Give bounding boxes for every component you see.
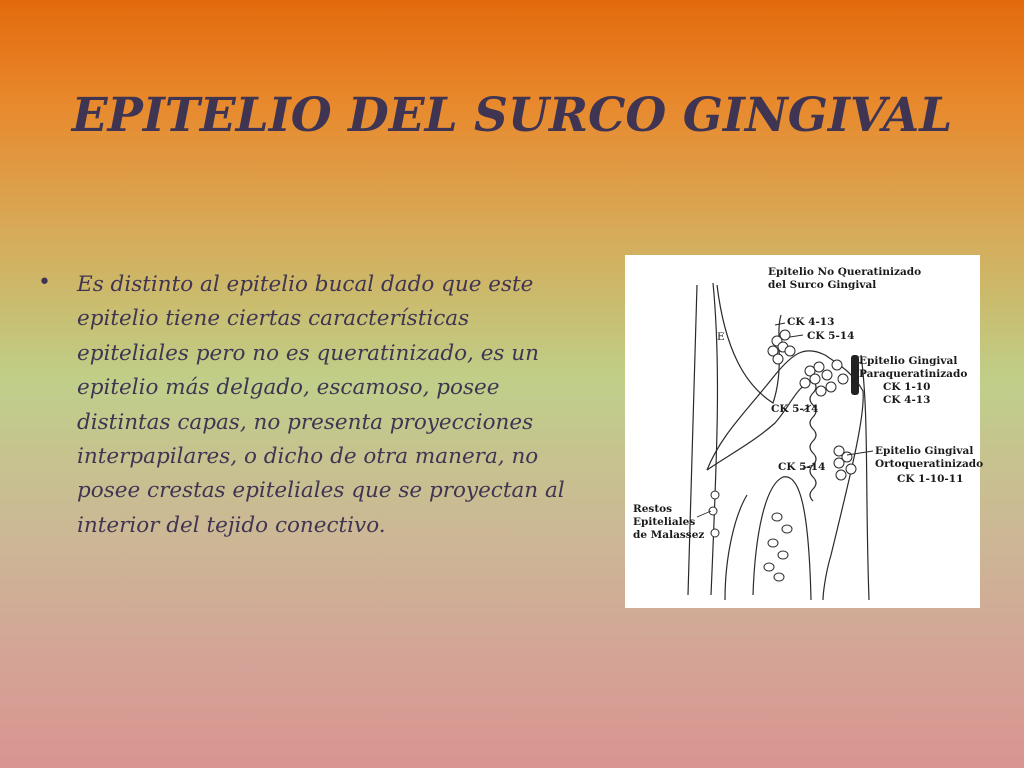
- label-restos-line2: Epiteliales: [633, 516, 696, 528]
- label-ck-5-14-low: CK 5-14: [778, 461, 826, 473]
- label-paraqueratinizado-line4: CK 4-13: [883, 394, 931, 406]
- label-ortoqueratinizado-line3: CK 1-10-11: [897, 473, 964, 485]
- label-restos-line3: de Malassez: [633, 529, 705, 541]
- outer-line-1: [688, 285, 697, 595]
- label-no-queratinizado-line1: Epitelio No Queratinizado: [768, 266, 922, 278]
- label-paraqueratinizado-line2: Paraqueratinizado: [859, 368, 968, 380]
- label-ck-5-14-top: CK 5-14: [807, 330, 855, 342]
- label-paraqueratinizado-line3: CK 1-10: [883, 381, 931, 393]
- slide-title: EPITELIO DEL SURCO GINGIVAL: [71, 88, 953, 143]
- bullet-list: [36, 268, 576, 543]
- diagram-drawing: [625, 255, 980, 608]
- label-paraqueratinizado-line1: Epitelio Gingival: [859, 355, 958, 367]
- label-ortoqueratinizado-line1: Epitelio Gingival: [875, 445, 974, 457]
- label-no-queratinizado-line2: del Surco Gingival: [768, 279, 877, 291]
- bullet-item: [36, 268, 576, 543]
- label-restos-line1: Restos: [633, 503, 673, 515]
- connective-papilla: [753, 477, 811, 600]
- label-ck-5-14-mid: CK 5-14: [771, 403, 819, 415]
- tooth-boundary: [717, 285, 781, 403]
- bullet-text: Es distinto al epitelio bucal dado que este epitelio tiene ciertas características epiteliales pero no es queratinizado, es un epitelio más delgado, escamoso, posee distintas capas, no presenta proyecciones interpapilares, o dicho de otra manera, no posee crestas epiteliales que se proyectan al interior del tejido conectivo.: [77, 272, 565, 538]
- bullet-marker: •: [38, 270, 51, 295]
- surface-line: [861, 355, 869, 600]
- label-ck-4-13-top: CK 4-13: [787, 316, 835, 328]
- inner-left-line: [725, 495, 747, 600]
- outer-line-2: [711, 283, 717, 595]
- inner-line: [707, 381, 813, 470]
- label-e: E: [717, 331, 725, 343]
- label-ortoqueratinizado-line2: Ortoqueratinizado: [875, 458, 984, 470]
- wavy-basal-line: [810, 381, 816, 501]
- gingival-sulcus-diagram: [625, 255, 984, 608]
